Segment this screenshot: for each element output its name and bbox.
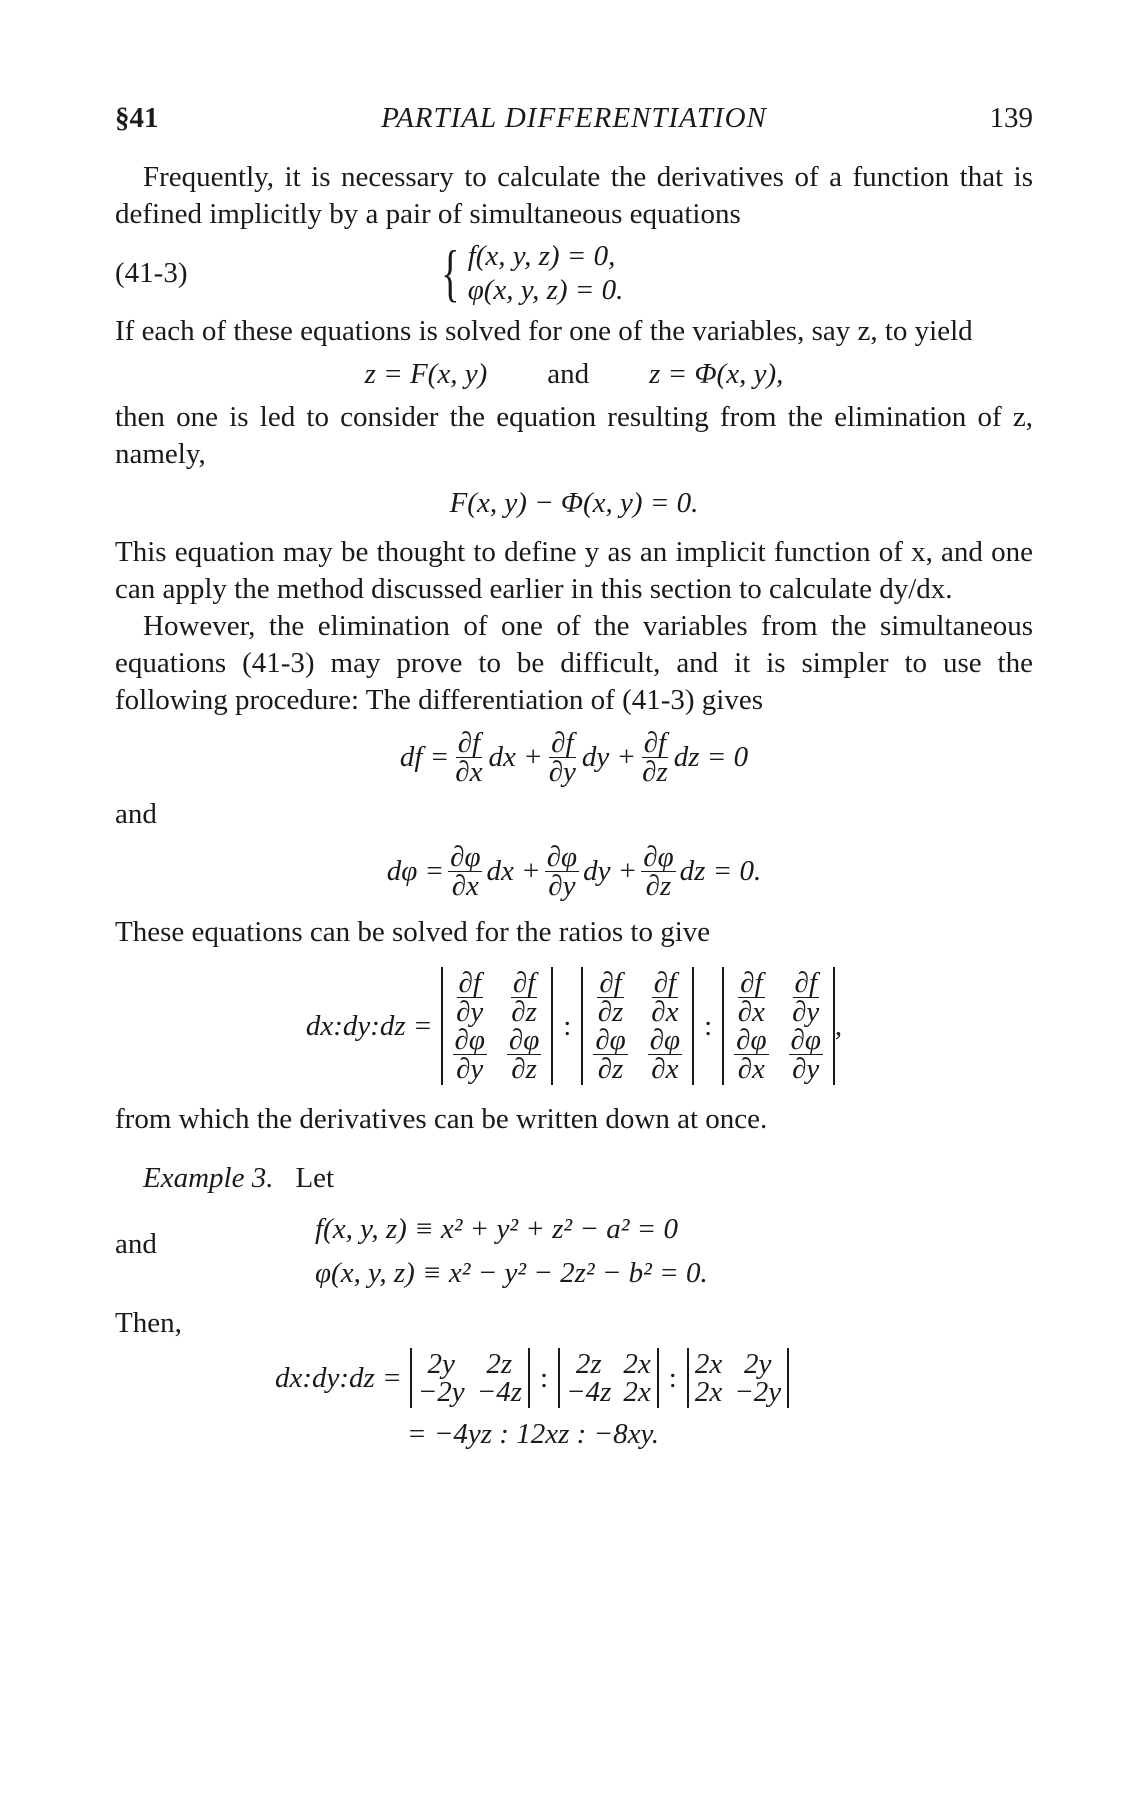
- denominator: ∂z: [645, 870, 672, 902]
- ratio-separator: :: [704, 1009, 713, 1042]
- term-dy: dy +: [583, 855, 638, 887]
- denominator: ∂x: [451, 870, 479, 902]
- left-brace: {: [441, 237, 460, 308]
- example-definitions: [115, 1207, 1033, 1295]
- equation-df: [115, 729, 1033, 786]
- phi-definition: φ(x, y, z) ≡ x² − y² − 2z² − b² = 0.: [315, 1257, 708, 1289]
- numerator: ∂φ: [649, 1024, 681, 1056]
- fraction-dphi-dz: [641, 843, 675, 900]
- denominator: ∂x: [737, 1053, 765, 1085]
- equation-solved: [115, 356, 1033, 393]
- equation-line-f: f(x, y, z) = 0,: [467, 240, 616, 272]
- det-cell: 2x: [623, 1348, 651, 1380]
- paragraph-2: If each of these equations is solved for one of the variables, say z, to yield: [115, 315, 973, 347]
- numerator: ∂f: [794, 967, 817, 999]
- numerator: ∂φ: [454, 1024, 485, 1056]
- term-dx: dx +: [486, 855, 541, 887]
- example-ratio-lhs: dx:dy:dz =: [275, 1361, 402, 1394]
- paragraph-3: then one is led to consider the equation resulting from the elimination of z, namely,: [115, 401, 1033, 470]
- numerator: ∂φ: [643, 841, 674, 873]
- det-cell: 2x: [694, 1376, 723, 1408]
- denominator: ∂x: [651, 996, 679, 1028]
- equation-label: (41-3): [115, 256, 188, 289]
- numerator: ∂φ: [790, 1024, 821, 1056]
- fraction-dphi-dx: [448, 843, 482, 900]
- equation-system: [468, 239, 624, 307]
- df-lhs: df =: [399, 741, 450, 773]
- equation-41-3: [115, 239, 1033, 307]
- ratio-lhs: dx:dy:dz =: [305, 1009, 433, 1042]
- equation-F-minus-Phi: F(x, y) − Φ(x, y) = 0.: [449, 487, 699, 519]
- denominator: ∂y: [456, 996, 484, 1028]
- denominator: ∂x: [455, 756, 483, 788]
- section-number: §41: [115, 102, 159, 134]
- fraction-df-dz: [640, 729, 670, 786]
- numerator: ∂φ: [736, 1024, 767, 1056]
- example-result: = −4yz : 12xz : −8xy.: [407, 1418, 659, 1450]
- page-header: [115, 100, 1033, 137]
- f-definition: f(x, y, z) ≡ x² + y² + z² − a² = 0: [315, 1213, 678, 1245]
- word-and: and: [547, 358, 590, 390]
- det-cell: −4z: [476, 1376, 522, 1408]
- det-cell: 2z: [575, 1348, 602, 1380]
- fraction-df-dy: [547, 729, 578, 786]
- det-cell: 2z: [486, 1348, 513, 1380]
- numerator: ∂f: [740, 967, 763, 999]
- denominator: ∂z: [597, 1053, 624, 1085]
- det-cell: −2y: [417, 1376, 465, 1408]
- det-cell: 2y: [744, 1348, 772, 1380]
- denominator: ∂y: [548, 756, 576, 788]
- equation-line-phi: φ(x, y, z) = 0.: [467, 274, 624, 306]
- denominator: ∂y: [548, 870, 576, 902]
- example-determinant-3: [687, 1348, 789, 1408]
- fraction-dphi-dy: [545, 843, 579, 900]
- example-ratio-equation: [275, 1348, 1033, 1408]
- word-and-1: and: [115, 798, 157, 830]
- determinant-3: [722, 967, 835, 1085]
- numerator: ∂f: [512, 967, 536, 999]
- fraction-df-dx: [453, 729, 484, 786]
- paragraph-1: Frequently, it is necessary to calculate the derivatives of a function that is defined implicitly by a pair of simultaneous equations: [115, 161, 1033, 230]
- denominator: ∂y: [792, 996, 820, 1028]
- numerator: ∂φ: [450, 841, 481, 873]
- equation-ratios: [115, 967, 1033, 1085]
- example-3: [115, 1160, 1033, 1453]
- numerator: ∂φ: [595, 1024, 626, 1056]
- equation-dphi: [115, 843, 1033, 900]
- paragraph-6: These equations can be solved for the ratios to give: [115, 916, 711, 948]
- ratio-end-comma: ,: [834, 1009, 843, 1042]
- ratio-separator: :: [668, 1361, 677, 1394]
- example-result-line: [407, 1416, 1033, 1453]
- denominator: ∂x: [737, 996, 765, 1028]
- determinant-1: [441, 967, 554, 1085]
- denominator: ∂y: [792, 1053, 820, 1085]
- example-determinant-2: [558, 1348, 659, 1408]
- denominator: ∂z: [642, 756, 668, 788]
- numerator: ∂f: [599, 967, 622, 999]
- word-then: Then,: [115, 1307, 182, 1339]
- det-cell: 2x: [694, 1348, 723, 1380]
- paragraph-4: This equation may be thought to define y as an implicit function of x, and one can apply the method discussed earlier in this section to calculate dy/dx.: [115, 536, 1033, 605]
- det-cell: −2y: [734, 1376, 782, 1408]
- paragraph-7: from which the derivatives can be written down at once.: [115, 1103, 768, 1135]
- term-dx: dx +: [488, 741, 543, 773]
- equation-z-F: z = F(x, y): [364, 358, 488, 390]
- numerator: ∂f: [457, 727, 481, 759]
- word-and-2: and: [115, 1228, 157, 1260]
- numerator: ∂φ: [508, 1024, 540, 1056]
- dphi-lhs: dφ =: [386, 855, 445, 887]
- equation-z-Phi: z = Φ(x, y),: [649, 358, 784, 390]
- denominator: ∂y: [456, 1053, 484, 1085]
- running-title: PARTIAL DIFFERENTIATION: [381, 102, 767, 134]
- det-cell: 2x: [623, 1376, 651, 1408]
- term-dy: dy +: [581, 741, 637, 773]
- numerator: ∂φ: [546, 841, 578, 873]
- ratio-separator: :: [563, 1009, 572, 1042]
- numerator: ∂f: [643, 727, 667, 759]
- numerator: ∂f: [653, 967, 677, 999]
- ratio-separator: :: [539, 1361, 549, 1394]
- det-cell: −4z: [566, 1376, 612, 1408]
- example-determinant-1: [410, 1348, 530, 1408]
- numerator: ∂f: [551, 727, 574, 759]
- page: [115, 100, 1033, 1453]
- det-cell: 2y: [427, 1348, 455, 1380]
- paragraph-5: However, the elimination of one of the variables from the simultaneous equations (41-3) may prove to be difficult, and it is simpler to use the following procedure: The differentiation of (41-3) gives: [115, 610, 1033, 716]
- denominator: ∂z: [511, 1053, 537, 1085]
- page-number: 139: [989, 102, 1033, 134]
- term-dz: dz = 0: [673, 741, 749, 773]
- denominator: ∂z: [511, 996, 537, 1028]
- denominator: ∂z: [597, 996, 624, 1028]
- determinant-2: [581, 967, 694, 1085]
- equation-elimination: [115, 485, 1033, 522]
- example-label: Example 3.: [143, 1162, 274, 1194]
- denominator: ∂x: [651, 1053, 679, 1085]
- term-dz: dz = 0.: [679, 855, 762, 887]
- numerator: ∂f: [458, 967, 481, 999]
- example-let: Let: [295, 1162, 335, 1194]
